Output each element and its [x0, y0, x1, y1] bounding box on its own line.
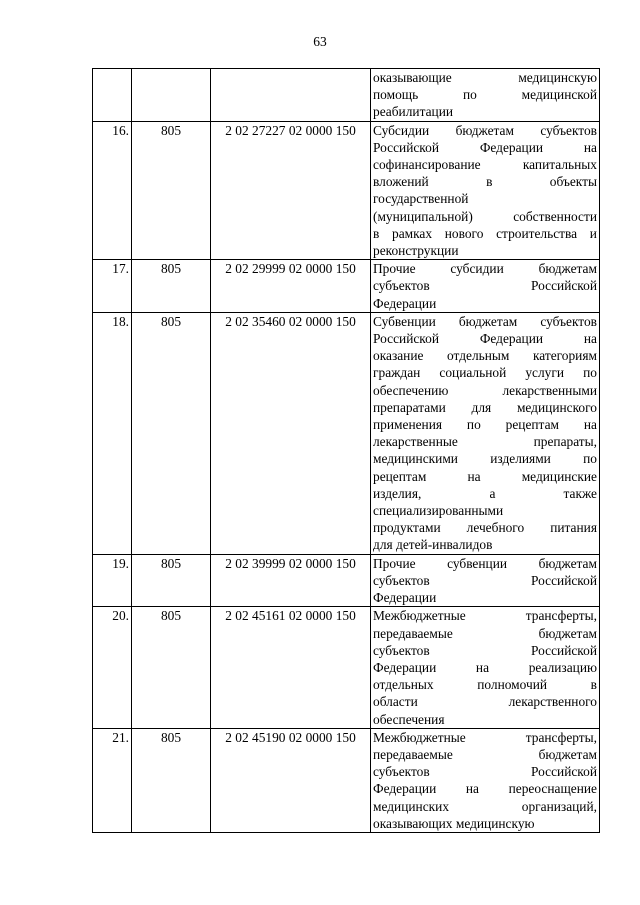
name-line: в рамках нового строительства и: [373, 225, 597, 241]
name-line: субъектов Российской: [373, 572, 597, 588]
name-line: рецептам на медицинские: [373, 468, 597, 484]
admin-code-cell: 805: [132, 728, 211, 832]
admin-code-cell: 805: [132, 312, 211, 554]
table-row: [93, 728, 600, 832]
name-line: Прочие субвенции бюджетам: [373, 555, 597, 571]
admin-code-cell: 805: [132, 607, 211, 728]
name-line: специализированными: [373, 503, 504, 519]
budget-code-cell: 2 02 45161 02 0000 150: [211, 607, 371, 728]
name-line: передаваемые бюджетам: [373, 625, 597, 641]
name-line: оказывающих медицинскую: [373, 815, 535, 831]
name-line: обеспечению лекарственными: [373, 382, 597, 398]
page-number: 63: [313, 34, 327, 49]
name-line: Субвенции бюджетам субъектов: [373, 313, 597, 329]
admin-code-cell: [132, 69, 211, 122]
row-number-cell: 16.: [93, 121, 132, 260]
name-line: Федерации на реализацию: [373, 659, 597, 675]
name-cell: [371, 260, 600, 313]
name-line: Российской Федерации на: [373, 139, 597, 155]
budget-code-cell: 2 02 27227 02 0000 150: [211, 121, 371, 260]
name-line: области лекарственного: [373, 694, 597, 710]
row-number-cell: [93, 69, 132, 122]
table-row: [93, 69, 600, 122]
name-line: препаратами для медицинского: [373, 399, 597, 415]
table-row: [93, 312, 600, 554]
budget-code-cell: 2 02 45190 02 0000 150: [211, 728, 371, 832]
row-number-cell: 17.: [93, 260, 132, 313]
name-line: помощь по медицинской: [373, 87, 597, 103]
name-line: оказание отдельным категориям: [373, 348, 597, 364]
table-row: [93, 121, 600, 260]
name-line: изделия, а также: [373, 485, 597, 501]
name-line: Межбюджетные трансферты,: [373, 608, 597, 624]
row-number-cell: 21.: [93, 728, 132, 832]
name-line: государственной: [373, 191, 469, 207]
name-line: софинансирование капитальных: [373, 157, 597, 173]
name-line: отдельных полномочий в: [373, 677, 597, 693]
name-line: реконструкции: [373, 243, 459, 259]
row-number-cell: 18.: [93, 312, 132, 554]
name-cell: [371, 121, 600, 260]
name-line: лекарственные препараты,: [373, 434, 597, 450]
table-row: [93, 607, 600, 728]
name-line: Федерации на переоснащение: [373, 781, 597, 797]
name-cell: [371, 312, 600, 554]
name-line: Субсидии бюджетам субъектов: [373, 122, 597, 138]
name-line: граждан социальной услуги по: [373, 365, 597, 381]
budget-table: [92, 68, 600, 833]
row-number-cell: 20.: [93, 607, 132, 728]
table-row: [93, 260, 600, 313]
name-cell: [371, 69, 600, 122]
budget-code-cell: 2 02 35460 02 0000 150: [211, 312, 371, 554]
name-line: для детей-инвалидов: [373, 537, 493, 553]
name-line: обеспечения: [373, 711, 445, 727]
name-line: реабилитации: [373, 104, 454, 120]
admin-code-cell: 805: [132, 260, 211, 313]
name-line: применения по рецептам на: [373, 417, 597, 433]
table-row: [93, 554, 600, 607]
table-body: [93, 69, 600, 833]
budget-code-cell: 2 02 29999 02 0000 150: [211, 260, 371, 313]
name-line: оказывающие медицинскую: [373, 70, 597, 85]
name-line: Российской Федерации на: [373, 331, 597, 347]
name-cell: [371, 728, 600, 832]
admin-code-cell: 805: [132, 554, 211, 607]
name-line: (муниципальной) собственности: [373, 208, 597, 224]
name-line: вложений в объекты: [373, 174, 597, 190]
name-line: субъектов Российской: [373, 278, 597, 294]
name-line: медицинскими изделиями по: [373, 451, 597, 467]
name-line: медицинских организаций,: [373, 798, 597, 814]
budget-code-cell: 2 02 39999 02 0000 150: [211, 554, 371, 607]
name-line: субъектов Российской: [373, 642, 597, 658]
name-line: субъектов Российской: [373, 764, 597, 780]
name-line: Прочие субсидии бюджетам: [373, 261, 597, 277]
name-cell: [371, 554, 600, 607]
name-line: Межбюджетные трансферты,: [373, 729, 597, 745]
name-line: Федерации: [373, 590, 437, 606]
name-line: Федерации: [373, 295, 437, 311]
name-line: продуктами лечебного питания: [373, 520, 597, 536]
budget-code-cell: [211, 69, 371, 122]
row-number-cell: 19.: [93, 554, 132, 607]
name-line: передаваемые бюджетам: [373, 746, 597, 762]
admin-code-cell: 805: [132, 121, 211, 260]
name-cell: [371, 607, 600, 728]
